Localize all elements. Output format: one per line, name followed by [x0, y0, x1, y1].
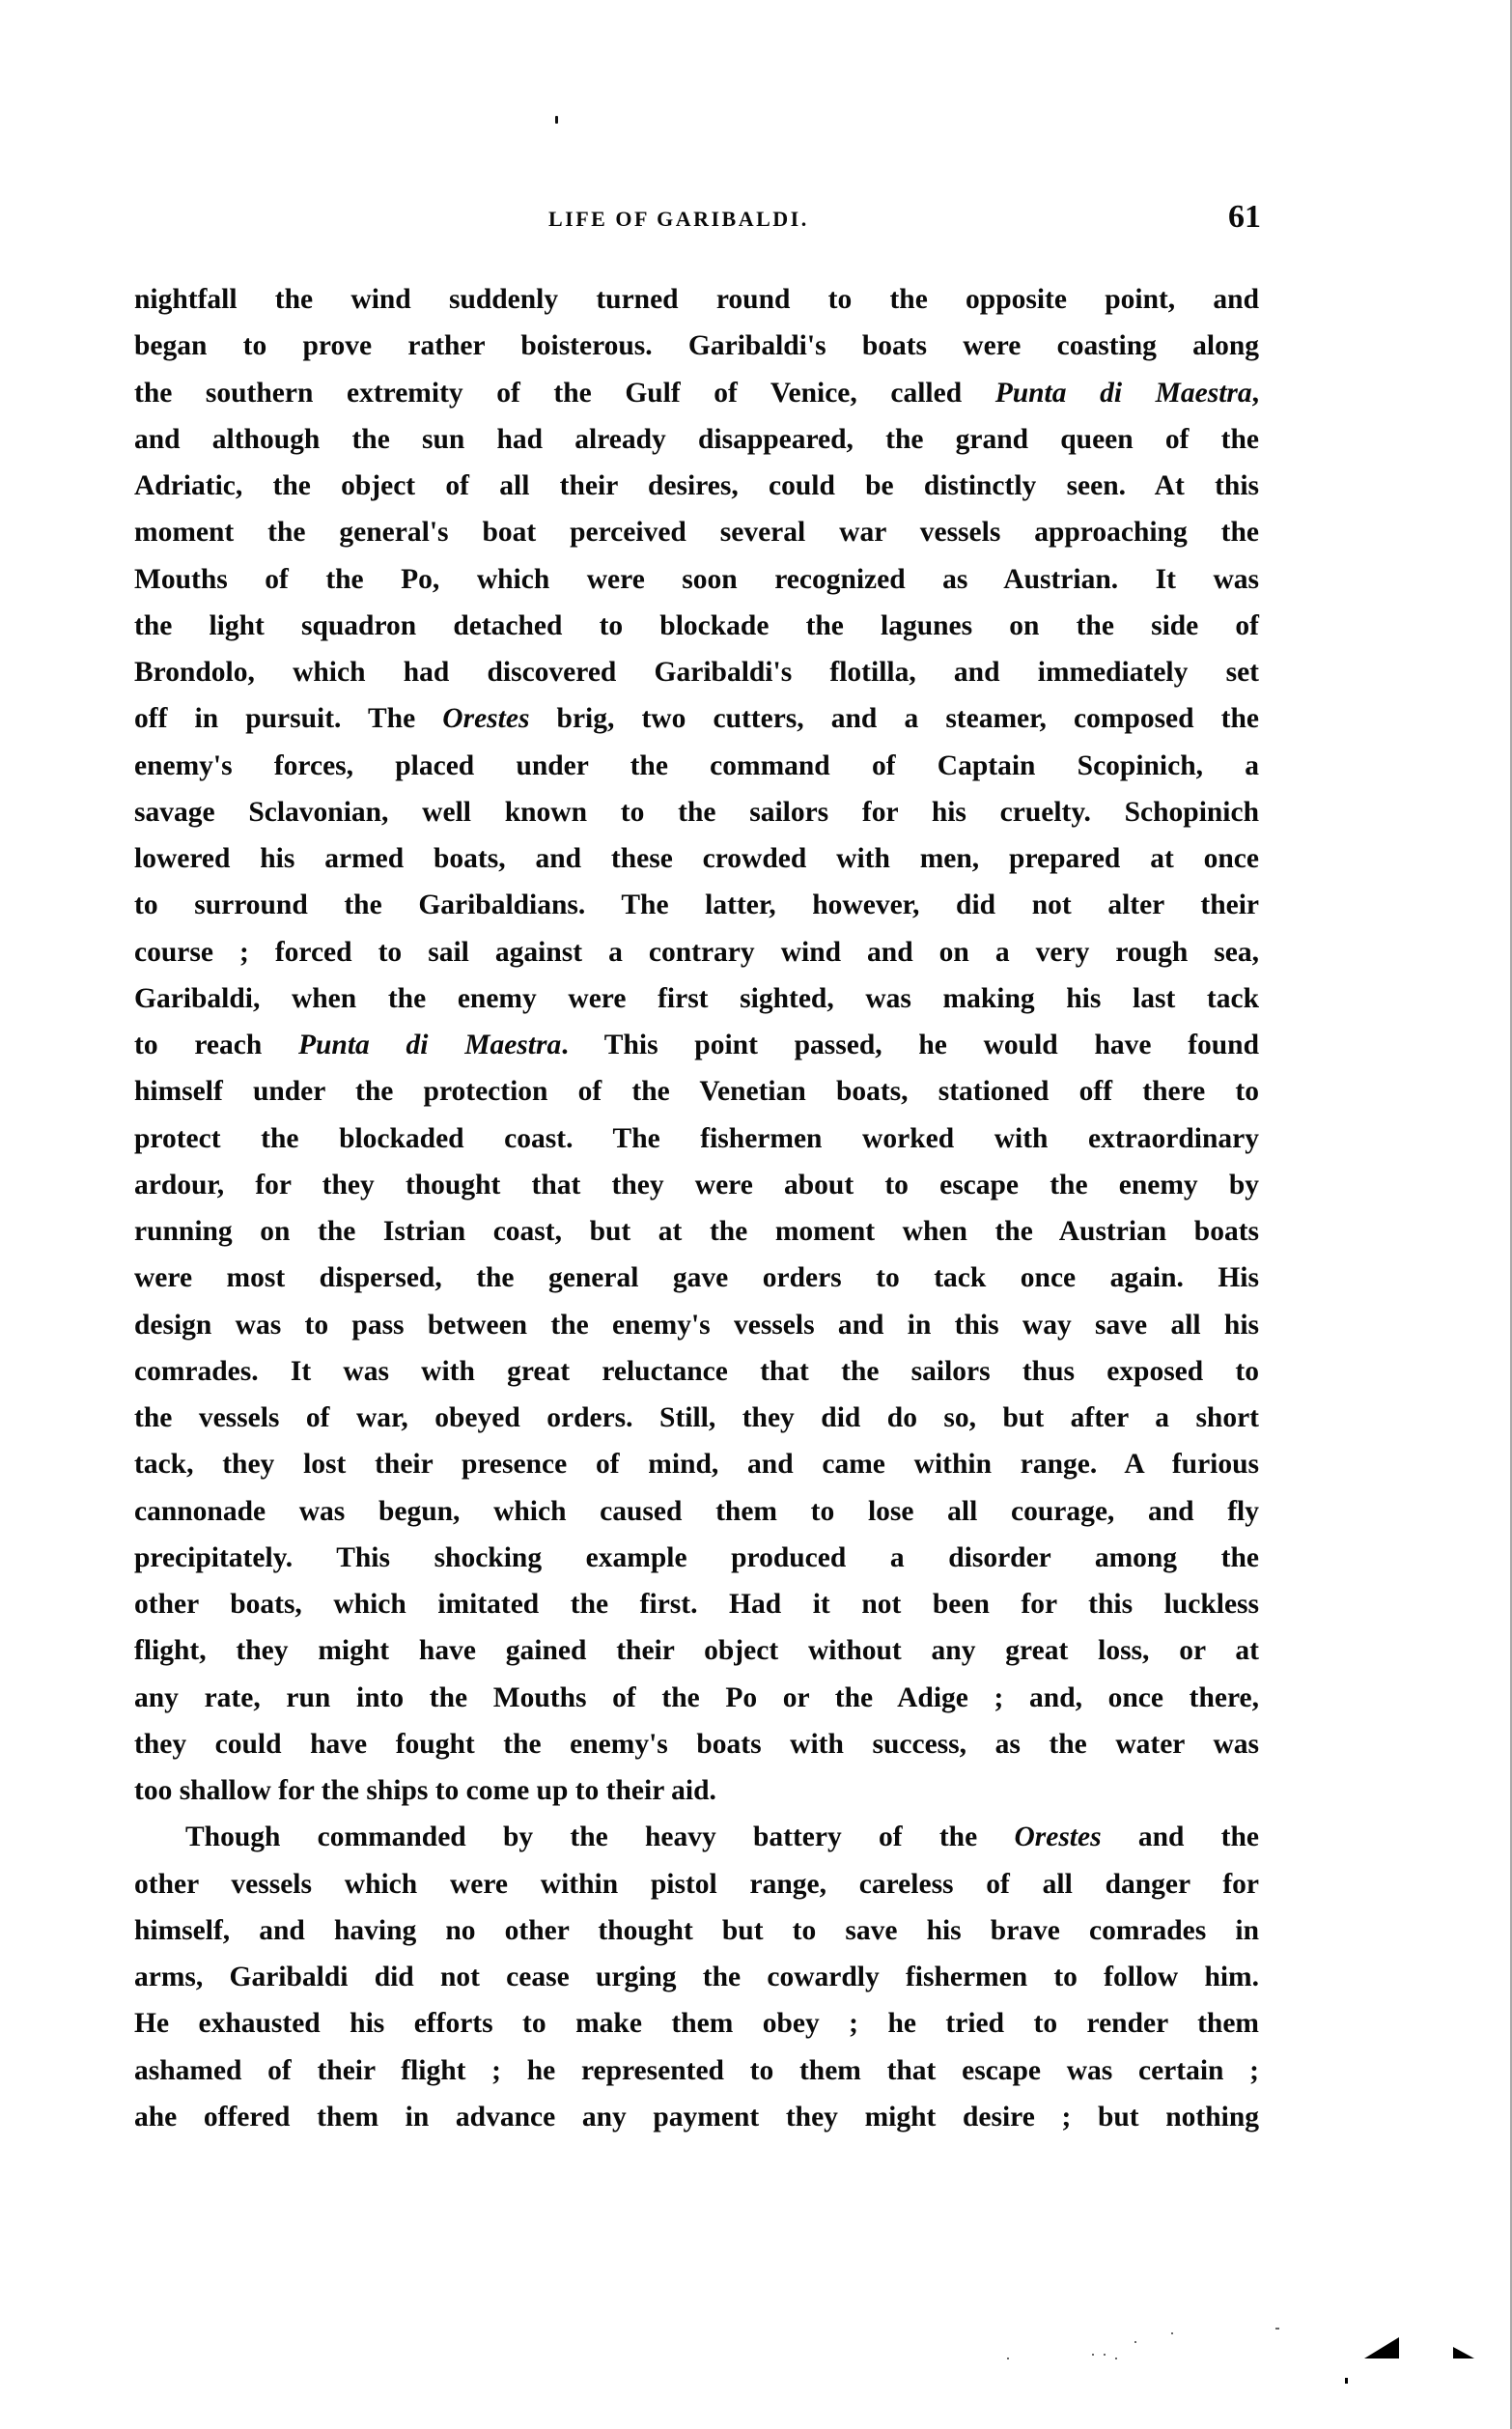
text-run: and the — [1101, 1822, 1259, 1853]
text-line — [134, 323, 1259, 369]
scan-dust — [1104, 2354, 1106, 2356]
text-run: savage Sclavonian, well known to the sailors for his cruelty. Schopinich — [134, 796, 1259, 828]
text-run: ashamed of their flight ; he represented to them that escape was certain ; — [134, 2054, 1259, 2086]
text-line — [134, 556, 1259, 603]
italic-text: Orestes — [442, 703, 530, 735]
text-run: enemy's forces, placed under the command of Captain Scopinich, a — [134, 749, 1259, 781]
text-run: any rate, run into the Mouths of the Po or the Adige ; and, once there, — [134, 1681, 1259, 1713]
text-line — [134, 2094, 1259, 2140]
text-run: course ; forced to sail against a contrary wind and on a very rough sea, — [134, 936, 1259, 968]
text-run: brig, two cutters, and a steamer, composed the — [529, 703, 1259, 735]
text-line — [134, 1116, 1259, 1162]
text-run: they could have fought the enemy's boats with success, as the water was — [134, 1728, 1259, 1760]
text-line — [134, 975, 1259, 1022]
scan-dust — [1115, 2358, 1117, 2359]
text-line — [134, 1675, 1259, 1721]
text-line — [134, 1907, 1259, 1954]
text-line — [134, 1441, 1259, 1487]
text-line — [134, 1581, 1259, 1627]
text-run: began to prove rather boisterous. Garibaldi's boats were coasting along — [134, 330, 1259, 362]
text-run: comrades. It was with great reluctance that the sailors thus exposed to — [134, 1355, 1259, 1387]
text-run: , — [1251, 377, 1259, 409]
scan-dust — [1092, 2354, 1094, 2356]
text-run: to surround the Garibaldians. The latter, however, did not alter their — [134, 890, 1259, 921]
text-run: other vessels which were within pistol range, careless of all danger for — [134, 1868, 1259, 1900]
text-line — [134, 649, 1259, 695]
text-line — [134, 1395, 1259, 1441]
text-run: He exhausted his efforts to make them obey ; he tried to render them — [134, 2008, 1259, 2040]
text-line — [134, 463, 1259, 509]
text-line — [134, 2000, 1259, 2047]
text-line — [134, 1162, 1259, 1208]
paragraph — [134, 1814, 1259, 2140]
running-head: LIFE OF GARIBALDI. — [548, 207, 809, 231]
scan-dust — [1171, 2332, 1173, 2334]
text-line — [134, 509, 1259, 555]
text-line — [134, 1208, 1259, 1255]
text-run: precipitately. This shocking example produced a disorder among the — [134, 1541, 1259, 1573]
text-run: nightfall the wind suddenly turned round to the opposite point, and — [134, 284, 1259, 315]
text-run: Brondolo, which had discovered Garibaldi's flotilla, and immediately set — [134, 657, 1259, 688]
text-line — [134, 603, 1259, 649]
text-line — [134, 1954, 1259, 2000]
text-line — [134, 1861, 1259, 1907]
text-run: too shallow for the ships to come up to their aid. — [134, 1775, 716, 1806]
text-run: ahe offered them in advance any payment they might desire ; but nothing — [134, 2101, 1259, 2132]
text-run: were most dispersed, the general gave orders to tack once again. His — [134, 1262, 1259, 1294]
text-line — [134, 1068, 1259, 1115]
text-run: Mouths of the Po, which were soon recognized as Austrian. It was — [134, 563, 1259, 595]
page-number: 61 — [1228, 199, 1261, 235]
text-run: arms, Garibaldi did not cease urging the cowardly fishermen to follow him. — [134, 1962, 1259, 1992]
text-line — [134, 276, 1259, 323]
text-run: lowered his armed boats, and these crowded with men, prepared at once — [134, 843, 1259, 874]
text-line — [134, 1488, 1259, 1535]
scan-artifact-small — [1453, 2347, 1474, 2358]
text-run: himself under the protection of the Venetian boats, stationed off there to — [134, 1076, 1259, 1108]
text-line — [134, 789, 1259, 835]
italic-text: Orestes — [1014, 1822, 1102, 1853]
text-run: running on the Istrian coast, but at the moment when the Austrian boats — [134, 1216, 1259, 1247]
text-run: to reach — [134, 1030, 298, 1060]
scan-artifact-tick — [1345, 2378, 1348, 2384]
italic-text: Punta di Maestra — [994, 377, 1252, 409]
text-run: the vessels of war, obeyed orders. Still, they did do so, but after a short — [134, 1402, 1259, 1433]
text-run: other boats, which imitated the first. Had it not been for this luckless — [134, 1589, 1259, 1620]
scan-dust — [1134, 2341, 1136, 2343]
text-line — [134, 1348, 1259, 1395]
text-line — [134, 1767, 1259, 1814]
text-run: Though commanded by the heavy battery of the — [185, 1822, 1015, 1853]
text-line — [134, 1255, 1259, 1301]
text-line — [134, 882, 1259, 928]
scan-dust — [1007, 2358, 1009, 2359]
text-run: Adriatic, the object of all their desires, could be distinctly seen. At this — [134, 470, 1259, 501]
text-run: the light squadron detached to blockade the lagunes on the side of — [134, 609, 1259, 641]
text-run: the southern extremity of the Gulf of Venice, called — [134, 377, 995, 409]
text-line — [134, 1302, 1259, 1348]
text-line — [134, 1535, 1259, 1581]
text-run: . This point passed, he would have found — [561, 1030, 1259, 1060]
text-run: ardour, for they thought that they were about to escape the enemy by — [134, 1169, 1259, 1200]
text-line — [134, 835, 1259, 882]
scan-artifact-large — [1364, 2337, 1399, 2358]
text-line — [134, 370, 1259, 416]
scan-dust — [1275, 2328, 1279, 2330]
text-run: protect the blockaded coast. The fishermen worked with extraordinary — [134, 1122, 1259, 1154]
text-run: tack, they lost their presence of mind, and came within range. A furious — [134, 1449, 1259, 1481]
text-run: Garibaldi, when the enemy were first sighted, was making his last tack — [134, 982, 1259, 1014]
text-run: and although the sun had already disappeared, the grand queen of the — [134, 423, 1259, 455]
text-run: cannonade was begun, which caused them to lose all courage, and fly — [134, 1495, 1259, 1527]
text-line — [134, 1022, 1259, 1068]
text-line — [134, 1721, 1259, 1767]
text-run: off in pursuit. The — [134, 703, 443, 735]
text-run: himself, and having no other thought but to save his brave comrades in — [134, 1914, 1259, 1946]
text-line — [134, 929, 1259, 975]
text-line — [134, 2048, 1259, 2094]
italic-text: Punta di Maestra — [297, 1030, 562, 1060]
text-line — [134, 743, 1259, 789]
text-run: moment the general's boat perceived several war vessels approaching the — [134, 517, 1259, 549]
text-line — [134, 695, 1259, 742]
body-text — [134, 276, 1259, 2140]
text-line — [134, 1814, 1259, 1860]
text-run: design was to pass between the enemy's vessels and in this way save all his — [134, 1309, 1259, 1341]
text-line — [134, 416, 1259, 463]
text-run: flight, they might have gained their object without any great loss, or at — [134, 1635, 1259, 1667]
scan-speck — [555, 116, 558, 124]
text-line — [134, 1627, 1259, 1674]
paragraph — [134, 276, 1259, 1814]
